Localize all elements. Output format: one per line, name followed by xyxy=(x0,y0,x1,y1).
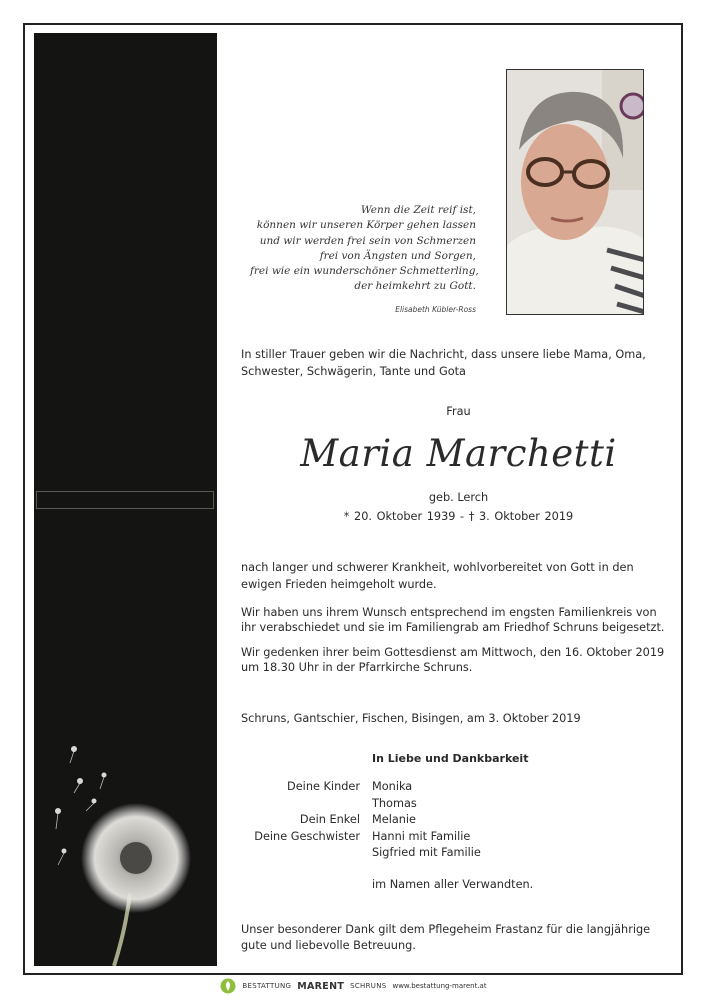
deceased-name: Maria Marchetti xyxy=(300,432,617,475)
sidebar-frame-line xyxy=(36,491,214,509)
mourner-name: Hanni mit Familie xyxy=(372,829,471,843)
poem-line: frei von Ängsten und Sorgen, xyxy=(319,249,476,262)
poem xyxy=(250,203,479,295)
poem-line: und wir werden frei sein von Schmerzen xyxy=(259,234,476,247)
salutation: Frau xyxy=(446,405,471,418)
footer-brand: MARENT xyxy=(297,980,345,992)
mourner-label: Deine Kinder xyxy=(287,780,360,793)
mourners-heading: In Liebe und Dankbarkeit xyxy=(372,752,529,765)
mourner-label: Dein Enkel xyxy=(299,813,360,826)
intro-text: In stiller Trauer geben wir die Nachricht, dass unsere liebe Mama, Oma, Schwester, Schwägerin, Tante und Gota xyxy=(241,348,646,378)
poem-line: frei wie ein wunderschöner Schmetterling, xyxy=(250,265,479,278)
maiden-name: geb. Lerch xyxy=(428,491,489,504)
body-paragraph-3: Wir gedenken ihrer beim Gottesdienst am Mittwoch, den 16. Oktober 2019 um 18.30 Uhr in der Pfarrkirche Schruns. xyxy=(241,646,665,674)
mourner-label: Deine Geschwister xyxy=(254,829,360,843)
poem-line: Wenn die Zeit reif ist, xyxy=(360,204,476,216)
thanks-text: Unser besonderer Dank gilt dem Pflegeheim Frastanz für die langjährige gute und liebevolle Betreuung. xyxy=(241,923,651,952)
poem-line: können wir unseren Körper gehen lassen xyxy=(256,219,476,232)
mourner-name: Sigfried mit Familie xyxy=(372,846,481,859)
footer-url[interactable]: www.bestattung-marent.at xyxy=(392,982,487,990)
mourner-name: Thomas xyxy=(372,796,417,810)
body-paragraph-2: Wir haben uns ihrem Wunsch entsprechend im engsten Familienkreis von ihr verabschiedet und sie im Familiengrab am Friedhof Schruns beigesetzt. xyxy=(241,606,665,634)
mourners-closing: im Namen aller Verwandten. xyxy=(372,878,534,891)
body-paragraph-1: nach langer und schwerer Krankheit, wohlvorbereitet von Gott in den ewigen Frieden heimgeholt wurde. xyxy=(241,561,634,591)
mourner-name: Monika xyxy=(372,780,413,793)
footer-town: SCHRUNS xyxy=(350,982,387,990)
footer-prefix: BESTATTUNG xyxy=(242,982,292,990)
leaf-logo-icon xyxy=(220,978,236,994)
poem-author: Elisabeth Kübler-Ross xyxy=(395,305,476,314)
mourner-name: Melanie xyxy=(372,813,417,826)
place-date: Schruns, Gantschier, Fischen, Bisingen, am 3. Oktober 2019 xyxy=(241,712,581,725)
poem-line: der heimkehrt zu Gott. xyxy=(354,280,476,293)
portrait-photo xyxy=(506,69,644,315)
footer xyxy=(0,976,707,996)
life-dates: * 20. Oktober 1939 - † 3. Oktober 2019 xyxy=(343,510,574,523)
